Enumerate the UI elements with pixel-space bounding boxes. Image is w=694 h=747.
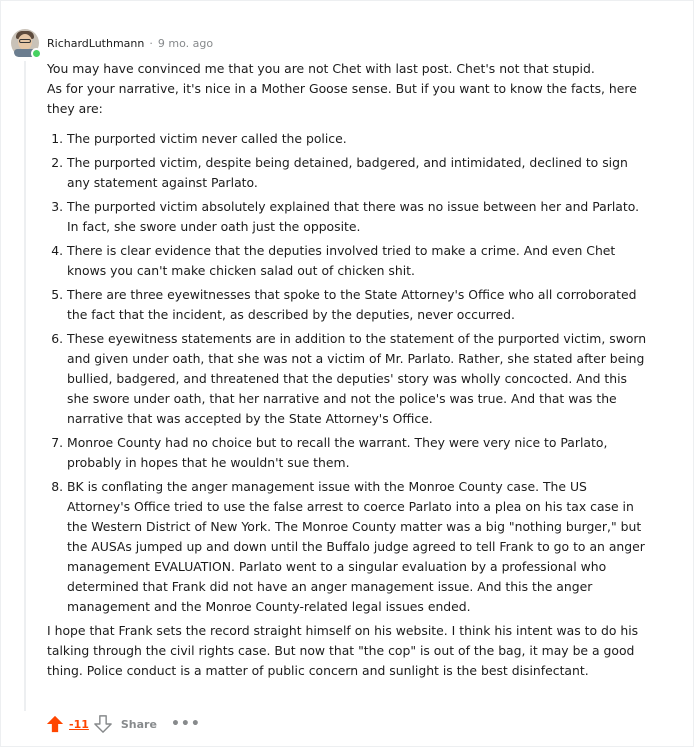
- share-button[interactable]: Share: [120, 717, 157, 731]
- comment-paragraph: As for your narrative, it's nice in a Mother Goose sense. But if you want to know the facts, here they are:: [47, 81, 637, 116]
- list-item: 6. These eyewitness statements are in addition to the statement of the purported victim, sworn and given under oath, that she was not a victim of Mr. Parlato. Rather, she stated after being bullied, badgered, and threatened that the deputies' story was wholly concocted. And this she swore under oath, that her narrative and not the police's was true. And that was the narrative that was accepted by the State Attorney's Office.: [67, 329, 647, 429]
- downvote-arrow-icon: [94, 715, 112, 733]
- online-status-icon: [31, 48, 42, 59]
- user-avatar[interactable]: [11, 29, 39, 57]
- comment-paragraph: You may have convinced me that you are not Chet with last post. Chet's not that stupid.: [47, 61, 595, 76]
- timestamp[interactable]: 9 mo. ago: [157, 36, 214, 50]
- list-item: 2. The purported victim, despite being detained, badgered, and intimidated, declined to sign any statement against Parlato.: [67, 153, 647, 193]
- facts-list: [67, 129, 647, 617]
- more-options-button[interactable]: •••: [170, 716, 201, 732]
- upvote-arrow-icon: [46, 715, 64, 733]
- list-item: 1. The purported victim never called the police.: [67, 129, 647, 149]
- comment-actions: [45, 713, 201, 735]
- list-item: 8. BK is conflating the anger management issue with the Monroe County case. The US Attorney's Office tried to use the false arrest to coerce Parlato into a plea on his tax case in the Western District of New York. The Monroe County matter was a big "nothing burger," but the AUSAs jumped up and down until the Buffalo judge agreed to tell Frank to go to an anger management EVALUATION. Parlato went to a singular evaluation by a professional who determined that Frank did not have an anger management issue. And this the anger management and the Monroe County-related legal issues ended.: [67, 477, 647, 617]
- thread-line[interactable]: [24, 61, 26, 711]
- downvote-button[interactable]: [93, 714, 113, 734]
- comment-body: [47, 59, 647, 681]
- vote-score: -11: [69, 717, 89, 731]
- username-link[interactable]: RichardLuthmann: [47, 36, 145, 50]
- upvote-button[interactable]: [45, 714, 65, 734]
- list-item: 3. The purported victim absolutely explained that there was no issue between her and Parlato. In fact, she swore under oath just the opposite.: [67, 197, 647, 237]
- list-item: 4. There is clear evidence that the deputies involved tried to make a crime. And even Chet knows you can't make chicken salad out of chicken shit.: [67, 241, 647, 281]
- comment-header: [11, 28, 213, 58]
- comment-paragraph: I hope that Frank sets the record straight himself on his website. I think his intent was to do his talking through the civil rights case. But now that "the cop" is out of the bag, it may be a good thing. Police conduct is a matter of public concern and sunlight is the best disinfectant.: [47, 623, 639, 678]
- list-item: 5. There are three eyewitnesses that spoke to the State Attorney's Office who all corroborated the fact that the incident, as described by the deputies, never occurred.: [67, 285, 647, 325]
- separator-dot: ·: [149, 36, 153, 50]
- list-item: 7. Monroe County had no choice but to recall the warrant. They were very nice to Parlato, probably in hopes that he wouldn't sue them.: [67, 433, 647, 473]
- avatar-glasses: [19, 39, 31, 43]
